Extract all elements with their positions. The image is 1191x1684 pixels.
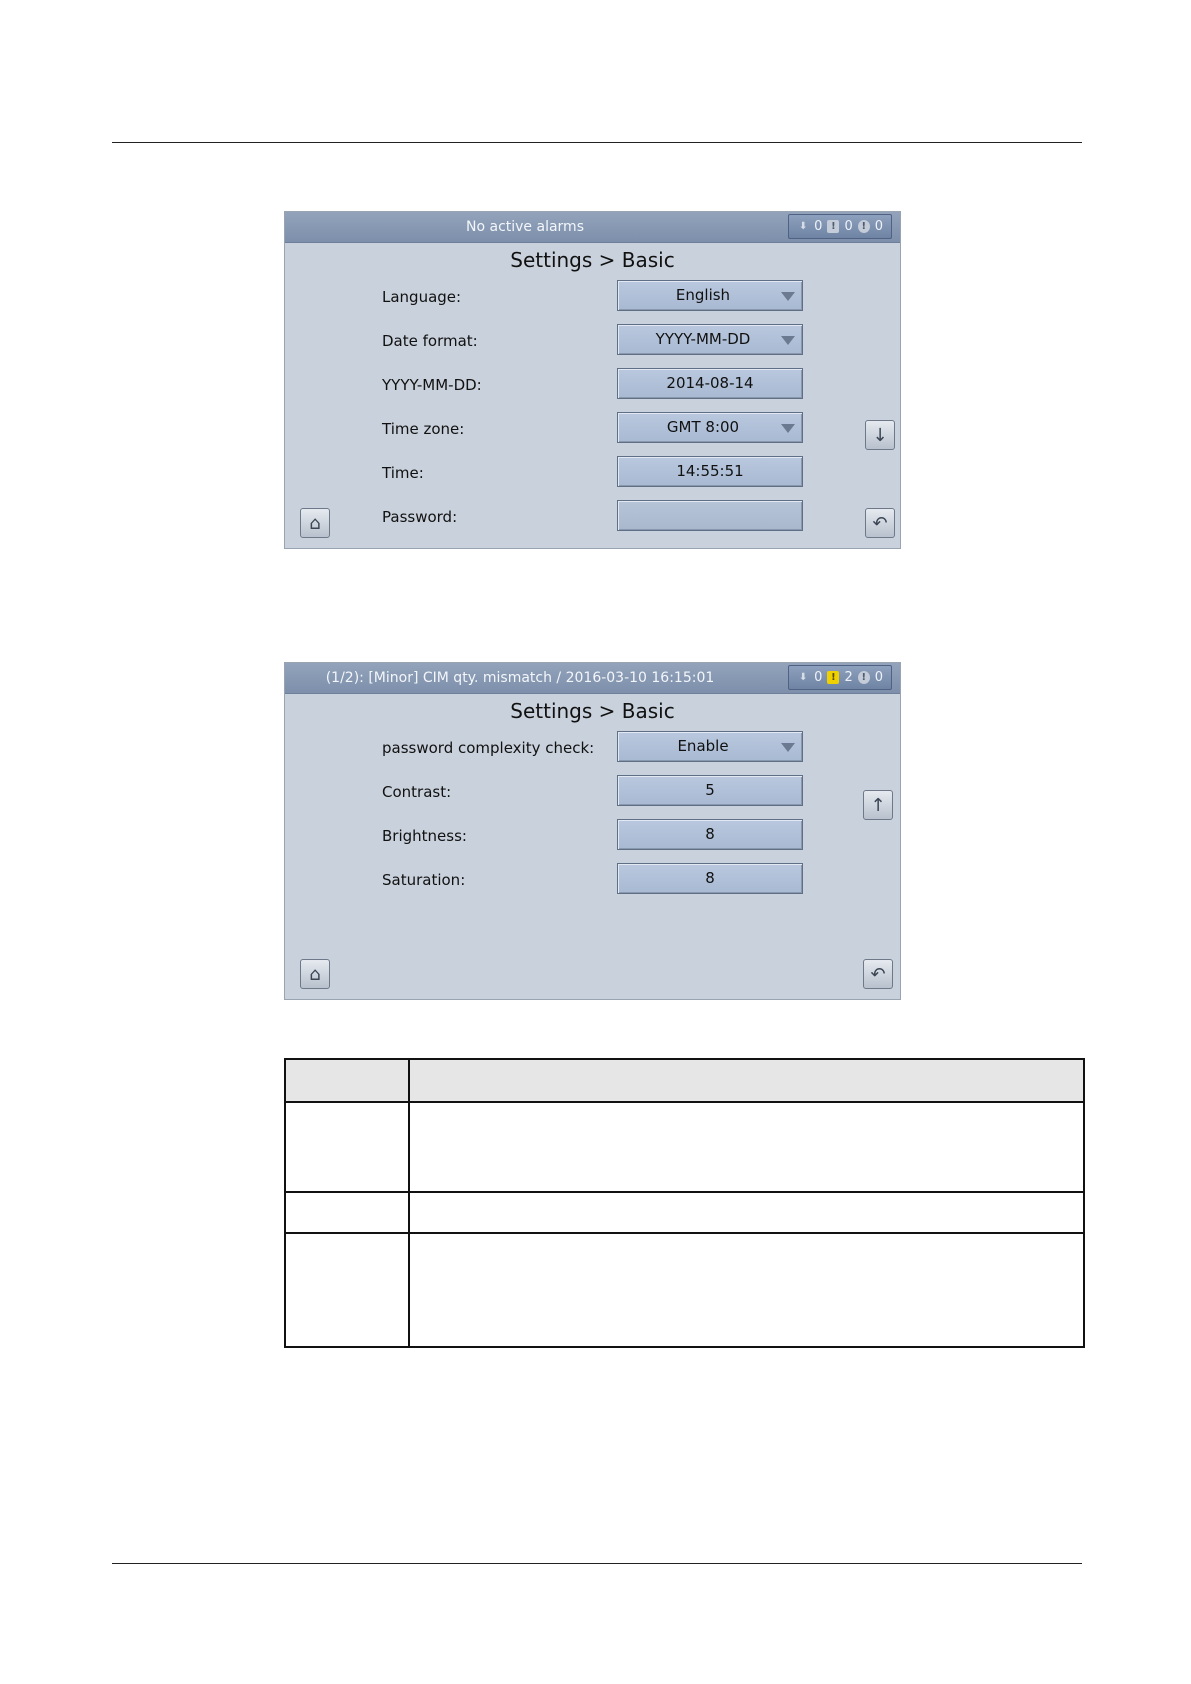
parameter-table <box>284 1058 1085 1348</box>
alarm-status-text[interactable]: No active alarms <box>466 219 584 235</box>
status-bar <box>285 663 900 694</box>
time-field[interactable]: 14:55:51 <box>617 456 803 487</box>
table-cell <box>409 1192 1084 1233</box>
chevron-down-icon <box>781 292 795 301</box>
critical-alarm-count: 0 <box>814 219 823 234</box>
table-cell <box>409 1233 1084 1347</box>
table-cell <box>285 1233 409 1347</box>
password-field[interactable] <box>617 500 803 531</box>
date-format-dropdown[interactable] <box>617 324 803 355</box>
minor-alarm-count: 2 <box>844 670 853 685</box>
time-label: Time: <box>382 464 424 482</box>
footer-rule <box>112 1563 1082 1564</box>
home-icon: ⌂ <box>309 512 321 534</box>
contrast-field[interactable]: 5 <box>617 775 803 806</box>
minor-alarm-count: 0 <box>844 219 853 234</box>
back-icon: ↶ <box>870 963 886 985</box>
minor-alarm-icon: ! <box>827 671 839 684</box>
time-zone-dropdown[interactable] <box>617 412 803 443</box>
header-rule <box>112 142 1082 143</box>
brightness-label: Brightness: <box>382 827 467 845</box>
table-header-row <box>285 1059 1084 1102</box>
alarm-status-text[interactable]: (1/2): [Minor] CIM qty. mismatch / 2016-03-10 16:15:01 <box>325 670 715 686</box>
table-cell <box>285 1192 409 1233</box>
table-row <box>285 1102 1084 1192</box>
language-value: English <box>675 286 731 304</box>
back-icon: ↶ <box>872 512 888 534</box>
alarm-counter[interactable] <box>788 214 892 239</box>
screen-title: Settings > Basic <box>510 248 675 272</box>
language-dropdown[interactable] <box>617 280 803 311</box>
date-format-label: Date format: <box>382 332 478 350</box>
home-button[interactable] <box>300 959 330 989</box>
password-complexity-dropdown[interactable] <box>617 731 803 762</box>
table-row <box>285 1192 1084 1233</box>
alarm-counter[interactable] <box>788 665 892 690</box>
table-header-cell <box>409 1059 1084 1102</box>
home-button[interactable] <box>300 508 330 538</box>
warning-alarm-count: 0 <box>874 219 883 234</box>
arrow-down-icon: ↓ <box>872 424 888 446</box>
scroll-up-button[interactable] <box>863 790 893 820</box>
password-label: Password: <box>382 508 458 526</box>
home-icon: ⌂ <box>309 963 321 985</box>
password-complexity-value: Enable <box>677 737 729 755</box>
warning-alarm-icon: ! <box>858 220 870 233</box>
password-complexity-label: password complexity check: <box>382 739 595 757</box>
table-cell <box>409 1102 1084 1192</box>
screen-title: Settings > Basic <box>510 699 675 723</box>
chevron-down-icon <box>781 743 795 752</box>
saturation-field[interactable]: 8 <box>617 863 803 894</box>
settings-basic-screen-1 <box>284 211 901 549</box>
status-bar <box>285 212 900 243</box>
warning-alarm-icon: ! <box>858 671 870 684</box>
brightness-field[interactable]: 8 <box>617 819 803 850</box>
arrow-up-icon: ↑ <box>870 794 886 816</box>
saturation-label: Saturation: <box>382 871 466 889</box>
critical-alarm-icon: ⬇ <box>798 220 808 232</box>
warning-alarm-count: 0 <box>874 670 883 685</box>
table-row <box>285 1233 1084 1347</box>
minor-alarm-icon: ! <box>827 220 839 233</box>
critical-alarm-icon: ⬇ <box>798 671 808 683</box>
back-button[interactable] <box>863 959 893 989</box>
critical-alarm-count: 0 <box>814 670 823 685</box>
time-zone-value: GMT 8:00 <box>666 418 740 436</box>
date-label: YYYY-MM-DD: <box>382 376 482 394</box>
back-button[interactable] <box>865 508 895 538</box>
settings-basic-screen-2 <box>284 662 901 1000</box>
contrast-label: Contrast: <box>382 783 452 801</box>
chevron-down-icon <box>781 336 795 345</box>
time-zone-label: Time zone: <box>382 420 465 438</box>
table-cell <box>285 1102 409 1192</box>
date-format-value: YYYY-MM-DD <box>655 330 751 348</box>
scroll-down-button[interactable] <box>865 420 895 450</box>
date-field[interactable]: 2014-08-14 <box>617 368 803 399</box>
language-label: Language: <box>382 288 462 306</box>
table-header-cell <box>285 1059 409 1102</box>
chevron-down-icon <box>781 424 795 433</box>
